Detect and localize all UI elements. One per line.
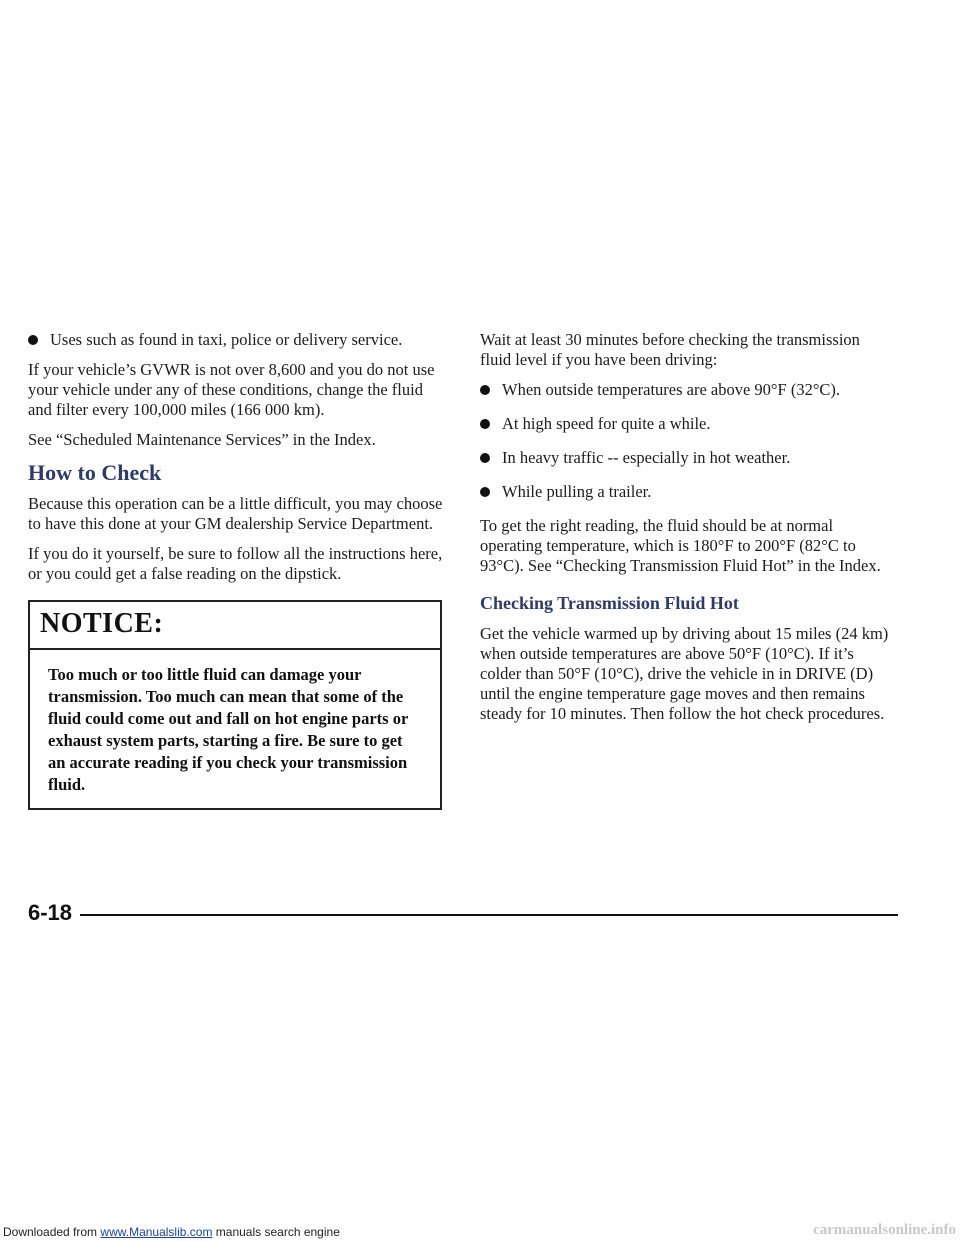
page-footer bbox=[28, 900, 898, 930]
download-suffix: manuals search engine bbox=[212, 1225, 340, 1239]
watermark: carmanualsonline.info bbox=[813, 1222, 956, 1238]
list-item bbox=[28, 330, 448, 350]
download-bar bbox=[0, 1222, 960, 1242]
warm-up-paragraph: Get the vehicle warmed up by driving about 15 miles (24 km) when outside temperatures are above 50°F (10°C). If it’s colder than 50°F (10°C), drive the vehicle in in DRIVE (D) until the engine temperature gage moves and then remains steady for 10 minutes. Then follow the hot check procedures. bbox=[480, 624, 889, 723]
download-notice bbox=[3, 1225, 340, 1239]
notice-title: NOTICE: bbox=[30, 602, 440, 650]
download-prefix: Downloaded from bbox=[3, 1225, 98, 1239]
bullet-icon bbox=[28, 335, 38, 345]
bullet-icon bbox=[480, 385, 490, 395]
left-column bbox=[28, 330, 448, 810]
bullet-icon bbox=[480, 453, 490, 463]
page-number: 6-18 bbox=[28, 900, 73, 925]
bullet-icon bbox=[480, 419, 490, 429]
bullet-text: In heavy traffic -- especially in hot weather. bbox=[502, 448, 791, 467]
section-heading: How to Check bbox=[28, 460, 162, 485]
wait-paragraph: Wait at least 30 minutes before checking the transmission fluid level if you have been driving: bbox=[480, 330, 860, 369]
bullet-text: At high speed for quite a while. bbox=[502, 414, 711, 433]
temperature-paragraph: To get the right reading, the fluid should be at normal operating temperature, which is 180°F to 200°F (82°C to 93°C). See “Checking Transmission Fluid Hot” in the Index. bbox=[480, 516, 881, 575]
see-index-paragraph: See “Scheduled Maintenance Services” in the Index. bbox=[28, 430, 376, 449]
right-column bbox=[480, 330, 895, 734]
subsection-heading: Checking Transmission Fluid Hot bbox=[480, 593, 739, 613]
bullet-text: When outside temperatures are above 90°F (32°C). bbox=[502, 380, 841, 399]
bullet-text: Uses such as found in taxi, police or delivery service. bbox=[50, 330, 403, 349]
list-item bbox=[480, 482, 895, 502]
list-item bbox=[480, 448, 895, 468]
difficulty-paragraph: Because this operation can be a little difficult, you may choose to have this done at your GM dealership Service Department. bbox=[28, 494, 443, 533]
bullet-icon bbox=[480, 487, 490, 497]
list-item bbox=[480, 414, 895, 434]
list-item bbox=[480, 380, 895, 400]
bullet-text: While pulling a trailer. bbox=[502, 482, 652, 501]
manualslib-link[interactable]: www.Manualslib.com bbox=[100, 1225, 213, 1239]
gvwr-paragraph: If your vehicle’s GVWR is not over 8,600 and you do not use your vehicle under any of these conditions, change the fluid and filter every 100,000 miles (166 000 km). bbox=[28, 360, 435, 419]
do-it-yourself-paragraph: If you do it yourself, be sure to follow all the instructions here, or you could get a false reading on the dipstick. bbox=[28, 544, 443, 583]
notice-box bbox=[28, 600, 442, 810]
footer-rule bbox=[80, 914, 898, 916]
notice-body: Too much or too little fluid can damage your transmission. Too much can mean that some of the fluid could come out and fall on hot engine parts or exhaust system parts, starting a fire. Be sure to get an accurate reading if you check your transmission fluid. bbox=[48, 665, 408, 794]
